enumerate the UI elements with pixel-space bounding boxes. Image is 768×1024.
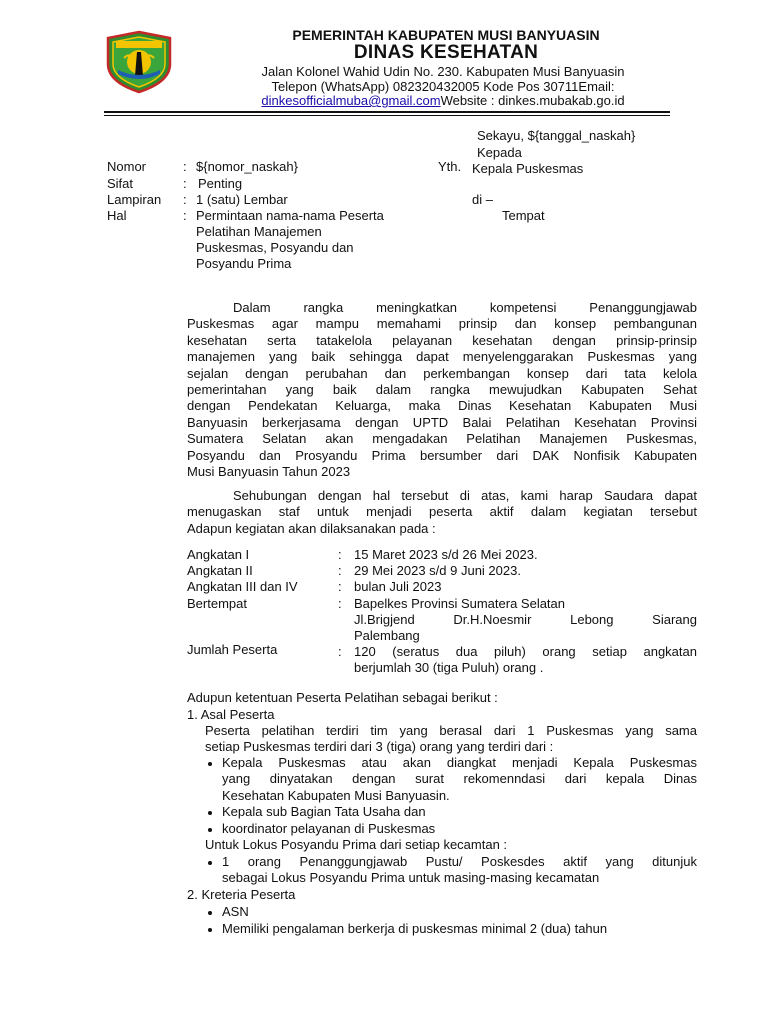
jumlah-line: 120 (seratus dua piluh) orang setiap angkatan: [354, 644, 697, 659]
bullet-kepala-puskesmas: [222, 755, 697, 804]
jumlah-line: berjumlah 30 (tiga Puluh) orang .: [354, 660, 544, 676]
email-link[interactable]: dinkesofficialmuba@gmail.com: [261, 93, 441, 108]
di-label: di –: [472, 192, 493, 207]
item1-line: Peserta pelatihan terdiri tim yang berasal dari 1 Puskesmas yang sama: [205, 723, 697, 738]
jumlah-colon: :: [338, 644, 342, 659]
letterhead-phone: Telepon (WhatsApp) 082320432005 Kode Pos 30711Email:: [271, 79, 615, 94]
letterhead-rule-thin: [104, 115, 670, 116]
paragraph-line: pemerintahan yang baik dalam rangka mewujudkan Kabupaten Sehat: [187, 382, 697, 398]
hal-line: Posyandu Prima: [196, 256, 292, 271]
letterhead-contact: [228, 93, 658, 108]
hal-line: Permintaan nama-nama Peserta: [196, 208, 384, 223]
hal-line: Pelatihan Manajemen: [196, 224, 322, 239]
bullet-line: Kepala Puskesmas atau akan diangkat menjadi Kepala Puskesmas: [222, 755, 697, 770]
bertempat-line: Palembang: [354, 628, 420, 644]
letterhead-address: Jalan Kolonel Wahid Udin No. 230. Kabupaten Musi Banyuasin: [261, 64, 625, 79]
paragraph-request: [187, 488, 697, 537]
angkatan1-value: 15 Maret 2023 s/d 26 Mei 2023.: [354, 547, 538, 562]
paragraph-line: dengan Pendekatan Keluarga, maka Dinas Kesehatan Kabupaten Musi: [187, 398, 697, 414]
letterhead-agency: DINAS KESEHATAN: [353, 42, 539, 63]
paragraph-line: Sumatera Selatan akan mengadakan Pelatihan Manajemen Puskesmas,: [187, 431, 697, 447]
bertempat-colon: :: [338, 596, 342, 611]
bullet-line: sebagai Lokus Posyandu Prima untuk masing-masing kecamatan: [222, 870, 600, 886]
bullet-line: Kesehatan Kabupaten Musi Banyuasin.: [222, 787, 450, 803]
paragraph-line: Banyuasin berkerjasama dengan UPTD Balai Pelatihan Kesehatan Provinsi: [187, 414, 697, 430]
paragraph-line: menugaskan staf untuk menjadi peserta aktif dalam kegiatan tersebut: [187, 504, 697, 520]
website-text: Website : dinkes.mubakab.go.id: [440, 93, 625, 108]
angkatan2-label: Angkatan II: [187, 563, 253, 578]
lampiran-label: Lampiran: [107, 192, 162, 207]
lampiran-colon: :: [183, 192, 187, 207]
regency-logo: [104, 30, 174, 94]
bullet-koordinator: koordinator pelayanan di Puskesmas: [222, 821, 436, 836]
hal-label: Hal: [107, 208, 127, 223]
kepada-label: Kepada: [477, 145, 522, 160]
bullet-icon: [208, 828, 212, 832]
ketentuan-intro: Adupun ketentuan Peserta Pelatihan sebagai berikut :: [187, 690, 498, 705]
bullet-icon: [208, 762, 212, 766]
item1-text: [205, 723, 697, 756]
sifat-colon: :: [183, 176, 187, 191]
paragraph-line: Adapun kegiatan akan dilaksanakan pada :: [187, 520, 436, 536]
recipient: Kepala Puskesmas: [472, 161, 584, 176]
bertempat-line: Jl.Brigjend Dr.H.Noesmir Lebong Siarang: [354, 612, 697, 627]
bertempat-address: [354, 612, 697, 645]
bullet-line: 1 orang Penanggungjawab Pustu/ Poskesdes aktif yang ditunjuk: [222, 854, 697, 869]
paragraph-line: Posyandu dan Prosyandu Prima bersumber dari DAK Nonfisik Kabupaten: [187, 447, 697, 463]
item2-title: 2. Kreteria Peserta: [187, 887, 296, 902]
paragraph-intro: [187, 300, 697, 480]
bullet-asn: ASN: [222, 904, 249, 919]
place-date: Sekayu, ${tanggal_naskah}: [477, 128, 636, 143]
letterhead-rule-thick: [104, 111, 670, 113]
item1-line: setiap Puskesmas terdiri dari 3 (tiga) orang yang terdiri dari :: [205, 739, 554, 755]
hal-colon: :: [183, 208, 187, 223]
bullet-icon: [208, 911, 212, 915]
paragraph-line: Puskesmas agar mampu memahami prinsip dan konsep pembangunan: [187, 316, 697, 332]
sifat-value: Penting: [198, 176, 243, 191]
sifat-label: Sifat: [107, 176, 134, 191]
tempat-label: Tempat: [502, 208, 545, 223]
angkatan3-label: Angkatan III dan IV: [187, 579, 298, 594]
lampiran-value: 1 (satu) Lembar: [196, 192, 288, 207]
bullet-icon: [208, 928, 212, 932]
nomor-colon: :: [183, 159, 187, 174]
bertempat-label: Bertempat: [187, 596, 247, 611]
bullet-kasubag: Kepala sub Bagian Tata Usaha dan: [222, 804, 426, 819]
hal-line: Puskesmas, Posyandu dan: [196, 240, 354, 255]
angkatan3-colon: :: [338, 579, 342, 594]
nomor-label: Nomor: [107, 159, 147, 174]
angkatan2-colon: :: [338, 563, 342, 578]
bullet-pengalaman: Memiliki pengalaman berkerja di puskesmas minimal 2 (dua) tahun: [222, 921, 608, 936]
paragraph-line: manajemen yang baik sehingga dapat menyelenggarakan Puskesmas yang: [187, 349, 697, 365]
bullet-icon: [208, 811, 212, 815]
paragraph-line: sejalan dengan perubahan dan perkembangan konsep dari tata kelola: [187, 365, 697, 381]
jumlah-value: [354, 644, 697, 677]
paragraph-line: kesehatan serta tatakelola pelayanan kesehatan dengan prinsip-prinsip: [187, 332, 697, 348]
yth-label: Yth.: [438, 159, 462, 174]
paragraph-line: Sehubungan dengan hal tersebut di atas, kami harap Saudara dapat: [233, 488, 697, 503]
bertempat-line: Bapelkes Provinsi Sumatera Selatan: [354, 596, 566, 611]
angkatan1-label: Angkatan I: [187, 547, 250, 562]
lokus-intro: Untuk Lokus Posyandu Prima dari setiap kecamtan :: [205, 837, 508, 852]
angkatan3-value: bulan Juli 2023: [354, 579, 442, 594]
bullet-line: yang dinyatakan dengan surat rekomenndasi dari kepala Dinas: [222, 771, 697, 787]
bullet-penanggungjawab-pustu: [222, 854, 697, 887]
letterhead-government: PEMERINTAH KABUPATEN MUSI BANYUASIN: [292, 27, 600, 43]
paragraph-line: Musi Banyuasin Tahun 2023: [187, 464, 351, 480]
nomor-value: ${nomor_naskah}: [196, 159, 298, 174]
jumlah-label: Jumlah Peserta: [187, 642, 278, 657]
item1-title: 1. Asal Peserta: [187, 707, 275, 722]
angkatan2-value: 29 Mei 2023 s/d 9 Juni 2023.: [354, 563, 521, 578]
angkatan1-colon: :: [338, 547, 342, 562]
bullet-icon: [208, 861, 212, 865]
paragraph-line: Dalam rangka meningkatkan kompetensi Penanggungjawab: [233, 300, 697, 315]
